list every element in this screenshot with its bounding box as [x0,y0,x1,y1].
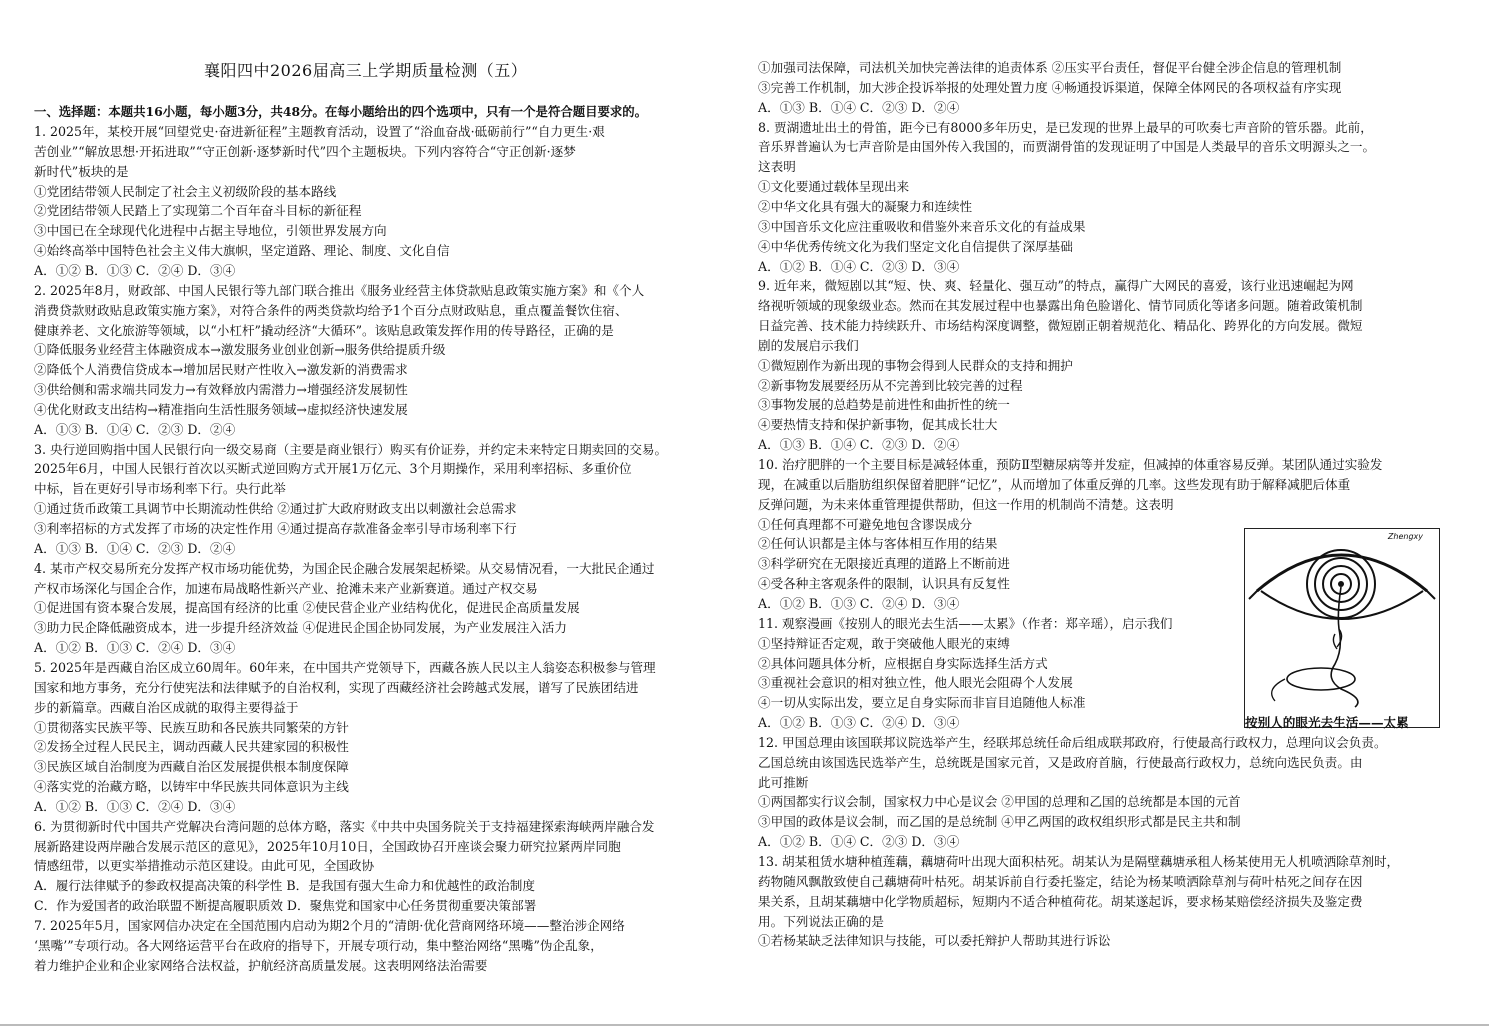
text-line: ③助力民企降低融资成本，进一步提升经济效益 ④促进民企国企协同发展，为产业发展注入活力 [34,620,567,636]
text-line: ①降低服务业经营主体融资成本→激发服务业创业创新→服务供给提质升级 [34,342,446,358]
text-line: 5. 2025年是西藏自治区成立60周年。60年来，在中国共产党领导下，西藏各族人民以主人翁姿态积极参与管理 [34,659,656,675]
text-line: 9. 近年来，微短剧以其“短、快、爽、轻量化、强互动”的特点，赢得广大网民的喜爱，该行业迅速崛起为网 [758,278,1354,294]
text-line: 13. 胡某租赁水塘种植莲藕，藕塘荷叶出现大面积枯死。胡某认为是隔壁藕塘承租人杨某使用无人机喷洒除草剂时， [758,854,1400,869]
text-line: 2025年6月，中国人民银行首次以买断式逆回购方式开展1万亿元、3个月期操作，采用利率招标、多重价位 [34,461,632,477]
text-line: 日益完善、技术能力持续跃升、市场结构深度调整，微短剧正朝着规范化、精品化、跨界化的方向发展。微短 [758,318,1363,334]
text-line: ④受各种主客观条件的限制，认识具有反复性 [758,576,1010,592]
text-line: 产权市场深化与国企合作，加速布局战略性新兴产业、抢滩未来产业新赛道。通过产权交易 [34,580,538,596]
text-line: 络视听领域的现象级业态。然而在其发展过程中也暴露出角色脸谱化、情节同质化等诸多问题。随着政策机制 [758,298,1363,314]
text-line: ①贯彻落实民族平等、民族互助和各民族共同繁荣的方针 [34,719,349,735]
text-line: ①加强司法保障，司法机关加快完善法律的追责体系 ②压实平台责任，督促平台健全涉企信息的管理机制 [758,60,1342,75]
text-line: A．履行法律赋予的参政权提高决策的科学性 B．是我国有强大生命力和优越性的政治制度 [34,878,535,894]
text-line: 此可推断 [758,774,809,790]
text-line: A．①③ B．①④ C．②③ D．②④ [758,437,960,453]
text-line: A．①② B．①④ C．②③ D．③④ [758,258,960,274]
text-line: ②降低个人消费信贷成本→增加居民财产性收入→激发新的消费需求 [34,362,408,378]
text-line: 着力维护企业和企业家网络合法权益，护航经济高质量发展。这表明网络法治需要 [34,957,488,973]
text-line: 乙国总统由该国选民选举产生，总统既是国家元首，又是政府首脑，行使最高行政权力，总统向选民负责。由 [758,754,1363,770]
text-line: 健康养老、文化旅游等领域，以“小杠杆”撬动经济“大循环”。该贴息政策发挥作用的传导路径，正确的是 [34,322,614,338]
text-line: ④要热情支持和保护新事物，促其成长壮大 [758,417,998,433]
text-line: ①促进国有资本聚合发展，提高国有经济的比重 ②使民营企业产业结构优化，促进民企高质量发展 [34,600,580,616]
text-line: ②党团结带领人民踏上了实现第二个百年奋斗目标的新征程 [34,203,362,219]
text-line: 苦创业”“解放思想·开拓进取”“守正创新·逐梦新时代”四个主题板块。下列内容符合“守正创新·逐梦 [34,143,576,159]
exam-title: 襄阳四中2026届高三上学期质量检测（五） [204,61,528,80]
text-line: A．①② B．①③ C．②④ D．③④ [758,715,960,731]
text-line: ③民族区域自治制度为西藏自治区发展提供根本制度保障 [34,759,349,775]
text-line: ③利率招标的方式发挥了市场的决定性作用 ④通过提高存款准备金率引导市场利率下行 [34,521,517,536]
text-line: 果关系，且胡某藕塘中化学物质超标，短期内不适合种植荷花。胡某遂起诉，要求杨某赔偿经济损失及鉴定费 [758,893,1363,909]
text-line: ④中华优秀传统文化为我们坚定文化自信提供了深厚基础 [758,238,1073,254]
text-line: 情感纽带，以更实举措推动示范区建设。由此可见，全国政协 [34,858,375,874]
text-line: 中标，旨在更好引导市场利率下行。央行此举 [34,481,286,497]
text-line: ①若杨某缺乏法律知识与技能，可以委托辩护人帮助其进行诉讼 [758,933,1111,949]
text-line: 10. 治疗肥胖的一个主要目标是减轻体重，预防Ⅱ型糖尿病等并发症，但减掉的体重容易反弹。某团队通过实验发 [758,457,1383,472]
text-line: ①坚持辩证否定观，敢于突破他人眼光的束缚 [758,635,1010,651]
text-line: 8. 贾湖遗址出土的骨笛，距今已有8000多年历史，是已发现的世界上最早的可吹奏七声音阶的管乐器。此前， [758,119,1373,135]
text-line: ①通过货币政策工具调节中长期流动性供给 ②通过扩大政府财政支出以刺激社会总需求 [34,501,517,517]
text-line: ①文化要通过载体呈现出来 [758,179,910,195]
text-line: 国家和地方事务，充分行使宪法和法律赋予的自治权利，实现了西藏经济社会跨越式发展，谱写了民族团结进 [34,679,639,695]
text-line: 用。下列说法正确的是 [758,913,884,929]
eye-cartoon-icon [1245,529,1438,726]
text-line: ‘黑嘴’”专项行动。各大网络运营平台在政府的指导下，开展专项行动，集中整治网络“黑嘴”伪企乱象， [34,937,603,953]
text-line: ②新事物发展要经历从不完善到比较完善的过程 [758,377,1023,393]
text-line: ②发扬全过程人民民主，调动西藏人民共建家园的积极性 [34,739,349,755]
text-line: ①任何真理都不可避免地包含谬误成分 [758,516,973,532]
text-line: ②中华文化具有强大的凝聚力和连续性 [758,198,973,214]
text-line: 3. 央行逆回购指中国人民银行向一级交易商（主要是商业银行）购买有价证券，并约定未来特定日期卖回的交易。 [34,441,668,457]
text-line: A．①② B．①④ C．②③ D．③④ [758,834,960,850]
text-line: ③中国已在全球现代化进程中占据主导地位，引领世界发展方向 [34,223,387,239]
text-line: A．①② B．①③ C．②④ D．③④ [34,798,236,814]
text-line: ②任何认识都是主体与客体相互作用的结果 [758,536,998,552]
text-line: 步的新篇章。西藏自治区成就的取得主要得益于 [34,699,299,715]
page-bottom-rule [0,1024,1489,1026]
text-line: 6. 为贯彻新时代中国共产党解决台湾问题的总体方略，落实《中共中央国务院关于支持福建探索海峡两岸融合发 [34,818,655,834]
text-line: ①党团结带领人民制定了社会主义初级阶段的基本路线 [34,183,337,199]
text-line: ③事物发展的总趋势是前进性和曲折性的统一 [758,397,1010,413]
text-line: 音乐界普遍认为七声音阶是由国外传入我国的，而贾湖骨笛的发现证明了中国是人类最早的音乐文明源头之一。 [758,139,1376,155]
text-line: ③完善工作机制，加大涉企投诉举报的处理处置力度 ④畅通投诉渠道，保障全体网民的各项权益有序实现 [758,79,1342,95]
text-line: A．①② B．①③ C．②④ D．③④ [34,262,236,278]
text-line: A．①③ B．①④ C．②③ D．②④ [758,99,960,115]
text-line: 4. 某市产权交易所充分发挥产权市场功能优势，为国企民企融合发展架起桥梁。从交易情况看，一大批民企通过 [34,560,655,576]
text-line: ③甲国的政体是议会制，而乙国的是总统制 ④甲乙两国的政权组织形式都是民主共和制 [758,814,1241,830]
text-line: 展新路建设两岸融合发展示范区的意见》，2025年10月10日，全国政协召开座谈会聚力研究拉紧两岸同胞 [34,838,621,854]
text-line: ④一切从实际出发，要立足自身实际而非盲目追随他人标准 [758,695,1086,711]
text-line: 新时代”板块的是 [34,163,129,179]
text-line: ③供给侧和需求端共同发力→有效释放内需潜力→增强经济发展韧性 [34,382,408,398]
text-line: ③科学研究在无限接近真理的道路上不断前进 [758,556,1010,572]
text-line: 12. 甲国总理由该国联邦议院选举产生，经联邦总统任命后组成联邦政府，行使最高行政权力，总理向议会负责。 [758,734,1387,750]
text-line: ④落实党的治藏方略，以铸牢中华民族共同体意识为主线 [34,779,349,795]
text-line: 反弹问题，为未来体重管理提供帮助，但这一作用的机制尚不清楚。这表明 [758,496,1174,512]
text-line: ③重视社会意识的相对独立性，他人眼光会阻碍个人发展 [758,675,1073,691]
text-line: 2. 2025年8月，财政部、中国人民银行等九部门联合推出《服务业经营主体贷款贴息政策实施方案》和《个人 [34,282,645,298]
text-line: 1. 2025年，某校开展“回望党史·奋进新征程”主题教育活动，设置了“浴血奋战·砥砺前行”“自力更生·艰 [34,124,605,139]
section-heading: 一、选择题：本题共16小题，每小题3分，共48分。在每小题给出的四个选项中，只有一个是符合题目要求的。 [34,104,648,119]
text-line: ②具体问题具体分析，应根据自身实际选择生活方式 [758,655,1048,671]
cartoon-illustration [1244,528,1440,728]
text-line: A．①③ B．①④ C．②③ D．②④ [34,540,236,556]
text-line: 这表明 [758,159,796,175]
text-line: C．作为爱国者的政治联盟不断提高履职质效 D．聚焦党和国家中心任务贯彻重要决策部署 [34,898,537,914]
text-line: A．①③ B．①④ C．②③ D．②④ [34,421,236,437]
text-line: 现，在减重以后脂肪组织保留着肥胖“记忆”，从而增加了体重反弹的几率。这些发现有助于解释减肥后体重 [758,476,1351,492]
text-line: 药物随风飘散致使自己藕塘荷叶枯死。胡某诉前自行委托鉴定，结论为杨某喷洒除草剂与荷叶枯死之间存在因 [758,873,1363,889]
text-line: 剧的发展启示我们 [758,337,859,353]
text-line: 消费贷款财政贴息政策实施方案》，对符合条件的两类贷款均给予1个百分点财政贴息，重点覆盖餐饮住宿、 [34,302,628,318]
text-line: 7. 2025年5月，国家网信办决定在全国范围内启动为期2个月的“清朗·优化营商网络环境——整治涉企网络 [34,918,625,933]
text-line: ③中国音乐文化应注重吸收和借鉴外来音乐文化的有益成果 [758,218,1086,234]
text-line: ①两国都实行议会制，国家权力中心是议会 ②甲国的总理和乙国的总统都是本国的元首 [758,794,1241,810]
cartoon-caption: 按别人的眼光去生活——太累 [1245,715,1409,730]
text-line: 11. 观察漫画《按别人的眼光去生活——太累》（作者：郑辛瑶），启示我们 [758,615,1173,631]
cartoon-signature: Zhengxy [1387,532,1423,541]
text-line: A．①② B．①③ C．②④ D．③④ [758,595,960,611]
text-line: ④始终高举中国特色社会主义伟大旗帜，坚定道路、理论、制度、文化自信 [34,243,450,259]
text-line: ①微短剧作为新出现的事物会得到人民群众的支持和拥护 [758,357,1073,373]
text-line: A．①② B．①③ C．②④ D．③④ [34,640,236,656]
text-line: ④优化财政支出结构→精准指向生活性服务领域→虚拟经济快速发展 [34,401,408,417]
